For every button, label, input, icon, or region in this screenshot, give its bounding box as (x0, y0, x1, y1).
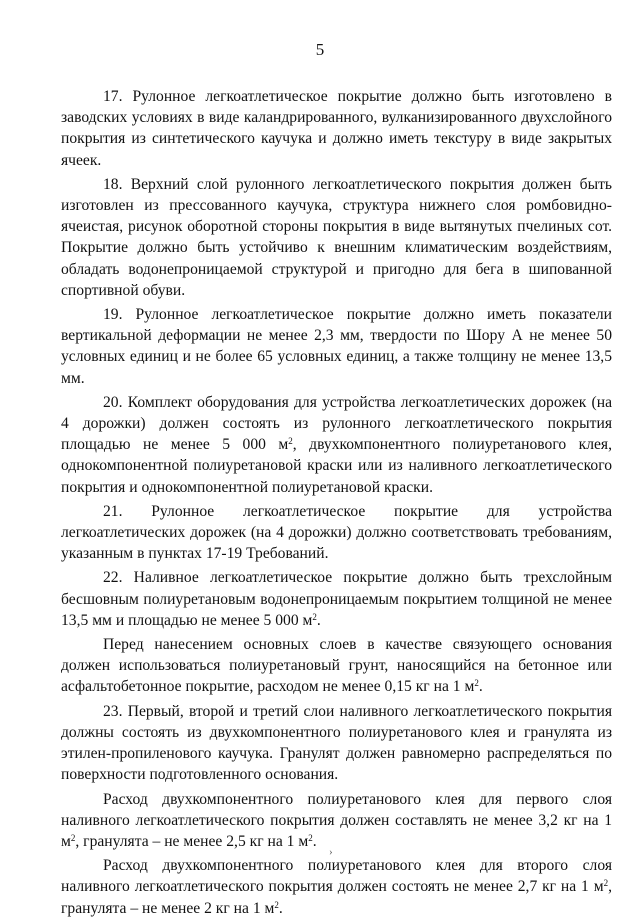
paragraph-text: , гранулята – не менее 2 кг на 1 м (61, 878, 612, 917)
paragraph-20 (61, 392, 612, 498)
paragraph-first-layer (61, 789, 612, 853)
paragraph-23 (61, 701, 612, 786)
paragraph-text: 18. Верхний слой рулонного легкоатлетического покрытия должен быть изготовлен из прессованного каучука, структура нижнего слоя ромбовидно-ячеистая, рисунок оборотной стороны покрытия в виде вытянутых пчелиных сот. Покрытие должно быть устойчиво к внешним климатическим воздействиям, обладать водонепроницаемой структурой и пригодно для бега в шипованной спортивной обуви. (61, 175, 612, 299)
paragraph-text: 17. Рулонное легкоатлетическое покрытие должно быть изготовлено в заводских условиях в виде каландрированного, вулканизированного двухслойного покрытия из синтетического каучука и должно иметь текстуру в виде закрытых ячеек. (61, 88, 612, 169)
paragraph-text: Перед нанесением основных слоев в качестве связующего основания должен использоваться полиуретановый грунт, наносящийся на бетонное или асфальтобетонное покрытие, расходом не менее 0,15 кг на 1 м (61, 636, 612, 696)
superscript: 2 (312, 611, 317, 622)
document-body (61, 86, 612, 922)
superscript: 2 (288, 436, 293, 447)
superscript: 2 (474, 678, 479, 689)
paragraph-21 (61, 501, 612, 565)
paragraph-text: Расход двухкомпонентного полиуретанового клея для второго слоя наливного легкоатлетического покрытия должен состоять не менее 2,7 кг на 1 м (61, 857, 612, 896)
paragraph-second-layer (61, 855, 612, 919)
page-number: 5 (315, 40, 325, 59)
paragraph-text: , двухкомпонентного полиуретанового клея, однокомпонентной полиуретановой краски или из наливного легкоатлетического покрытия и однокомпонентной полиуретановой краски. (61, 436, 612, 496)
paragraph-text: 19. Рулонное легкоатлетическое покрытие должно иметь показатели вертикальной деформации не менее 2,3 мм, твердости по Шору А не менее 50 условных единиц и не более 65 условных единиц, а также толщину не менее 13,5 мм. (61, 306, 612, 387)
paragraph-text: 22. Наливное легкоатлетическое покрытие должно быть трехслойным бесшовным полиуретановым водонепроницаемым покрытием толщиной не менее 13,5 мм и площадью не менее 5 000 м (61, 569, 612, 629)
paragraph-text: . (312, 832, 317, 850)
paragraph-text: 23. Первый, второй и третий слои наливного легкоатлетического покрытия должны состоять из двухкомпонентного полиуретанового клея и гранулята из этилен-пропиленового каучука. Гранулят должен равномерно распределяться по поверхности подготовленного основания. (61, 702, 612, 784)
superscript: 2 (70, 832, 76, 843)
paragraph-text: 21. Рулонное легкоатлетическое покрытие для устройства легкоатлетических дорожек (на 4 дорожки) должно соответствовать требованиям, указанным в пунктах 17-19 Требований. (61, 502, 612, 563)
paragraph-primer (61, 634, 612, 698)
paragraph-19 (61, 304, 612, 389)
superscript: 2 (274, 899, 279, 910)
paragraph-text: . (478, 678, 483, 696)
superscript: 2 (308, 832, 313, 843)
footer-mark: › (329, 846, 333, 858)
paragraph-17 (61, 86, 612, 171)
paragraph-text: , гранулята – не менее 2,5 кг на 1 м (75, 832, 309, 850)
paragraph-22 (61, 567, 612, 631)
superscript: 2 (603, 878, 609, 889)
paragraph-text: . (278, 899, 283, 917)
paragraph-text: . (316, 611, 321, 629)
paragraph-18 (61, 174, 612, 301)
paragraph-text: Расход двухкомпонентного полиуретанового клея для первого слоя наливного легкоатлетического покрытия должен составлять не менее 3,2 кг на 1 м (61, 790, 612, 850)
paragraph-text: 20. Комплект оборудования для устройства легкоатлетических дорожек (на 4 дорожки) должен состоять из рулонного легкоатлетического покрытия площадью не менее 5 000 м (61, 393, 612, 454)
